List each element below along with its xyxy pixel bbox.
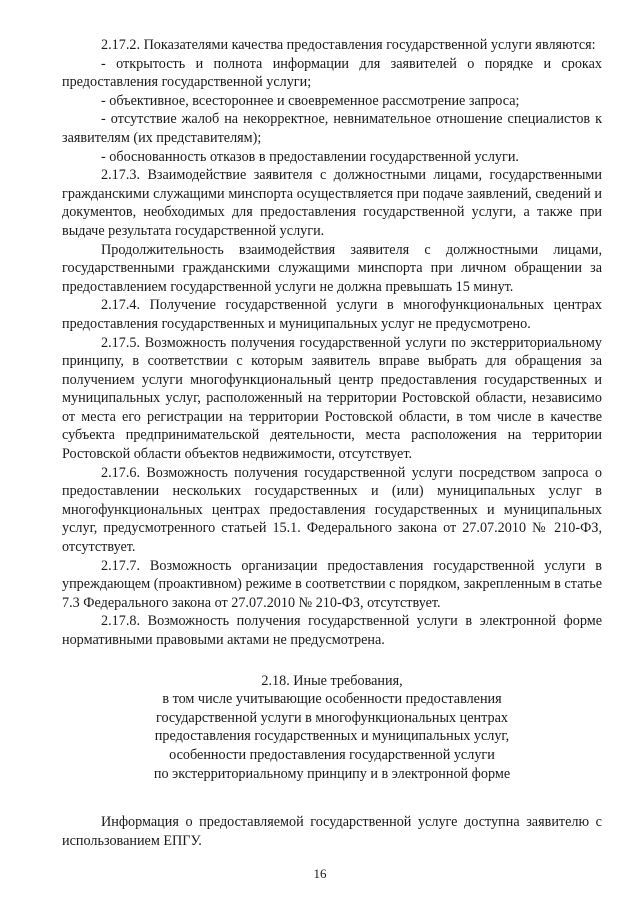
heading-line: в том числе учитывающие особенности предоставления	[162, 691, 502, 708]
document-page	[62, 36, 602, 850]
paragraph: 2.17.2. Показателями качества предоставления государственной услуги являются:	[101, 37, 596, 53]
paragraph: 2.17.8. Возможность получения государственной услуги в электронной форме нормативными правовыми актами не предусмотрена.	[62, 613, 602, 648]
list-item: - объективное, всестороннее и своевременное рассмотрение запроса;	[101, 92, 520, 109]
heading-line: по экстерриториальному принципу и в электронной форме	[153, 765, 511, 782]
paragraph: 2.17.3. Взаимодействие заявителя с должностными лицами, государственными гражданскими служащими минспорта осуществляется при подаче заявлений, сведений и документов, необходимых для предоставления государственной услуги, а также при выдаче результата государственной услуги.	[62, 167, 602, 239]
paragraph: 2.17.5. Возможность получения государственной услуги по экстерриториальному принципу, в соответствии с которым заявитель вправе выбрать для обращения за получением услуги многофункциональный центр предоставления государственных и муниципальных услуг, расположенный на территории Ростовской области, независимо от места его регистрации на территории Ростовской области, в том числе в качестве субъекта предпринимательской деятельности, места расположения на территории Ростовской области объектов недвижимости, отсутствует.	[62, 334, 602, 463]
section-2-17-2	[62, 36, 602, 166]
info-block	[62, 813, 602, 850]
paragraph: Информация о предоставляемой государственной услуге доступна заявителю с использованием ЕПГУ.	[62, 814, 602, 849]
section-2-17-5	[62, 334, 602, 464]
section-2-17-3	[62, 166, 602, 296]
heading-line: государственной услуги в многофункциональных центрах	[155, 709, 509, 726]
section-2-17-6	[62, 464, 602, 557]
heading-line: предоставления государственных и муниципальных услуг,	[154, 728, 510, 745]
list-item: - обоснованность отказов в предоставлении государственной услуги.	[101, 148, 519, 165]
section-2-17-7	[62, 557, 602, 613]
heading-line: особенности предоставления государственной услуги	[169, 746, 495, 763]
list-item: - отсутствие жалоб на некорректное, невнимательное отношение специалистов к заявителям (их представителям);	[62, 111, 602, 146]
paragraph: 2.17.4. Получение государственной услуги в многофункциональных центрах предоставления государственных и муниципальных услуг не предусмотрено.	[62, 297, 602, 332]
page-number: 16	[313, 866, 327, 881]
paragraph: 2.17.6. Возможность получения государственной услуги посредством запроса о предоставлении нескольких государственных и (или) муниципальных услуг в многофункциональных центрах предоставления государственных и муниципальных услуг, предусмотренного статьей 15.1. Федерального закона от 27.07.2010 № 210-ФЗ, отсутствует.	[62, 464, 602, 556]
heading-line: 2.18. Иные требования,	[261, 672, 403, 689]
list-item: - открытость и полнота информации для заявителей о порядке и сроках предоставления государственной услуги;	[62, 55, 602, 91]
section-2-17-4	[62, 296, 602, 333]
section-heading-2-18	[62, 672, 602, 784]
paragraph: 2.17.7. Возможность организации предоставления государственной услуги в упреждающем (проактивном) режиме в соответствии с порядком, закрепленным в статье 7.3 Федерального закона от 27.07.2010 № 210-ФЗ, отсутствует.	[62, 557, 602, 611]
section-2-17-8	[62, 612, 602, 649]
paragraph: Продолжительность взаимодействия заявителя с должностными лицами, государственными гражданскими служащими минспорта при личном обращении за предоставлением государственной услуги не должна превышать 15 минут.	[62, 241, 602, 295]
